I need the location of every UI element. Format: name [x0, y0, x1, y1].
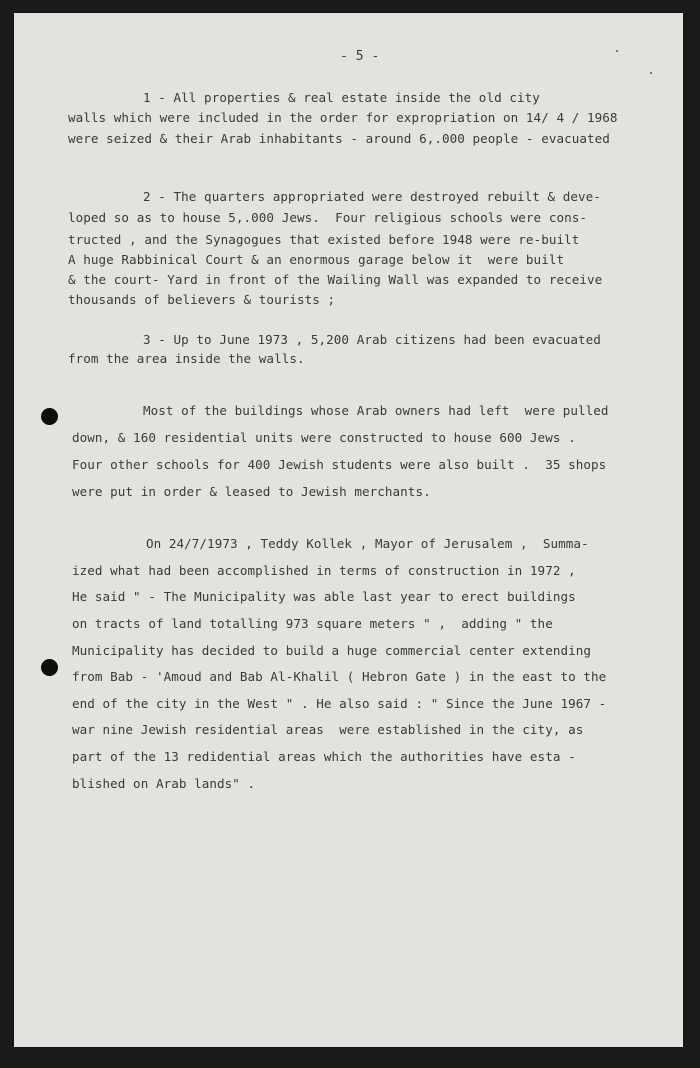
paragraph-5-line-8: war nine Jewish residential areas were established in the city, as — [72, 722, 584, 737]
paragraph-4-line-4: were put in order & leased to Jewish merchants. — [72, 484, 431, 499]
paragraph-2-line-2: loped so as to house 5,.000 Jews. Four religious schools were cons- — [68, 210, 587, 225]
paragraph-3-line-1: 3 - Up to June 1973 , 5,200 Arab citizens had been evacuated — [143, 332, 601, 347]
paragraph-5-line-4: on tracts of land totalling 973 square meters " , adding " the — [72, 616, 553, 631]
paragraph-5-line-7: end of the city in the West " . He also said : " Since the June 1967 - — [72, 696, 607, 711]
paragraph-2-line-6: thousands of believers & tourists ; — [68, 292, 336, 307]
paragraph-2-line-5: & the court- Yard in front of the Wailing Wall was expanded to receive — [68, 272, 603, 287]
paragraph-2-line-4: A huge Rabbinical Court & an enormous garage below it were built — [68, 252, 565, 267]
paragraph-5-line-1: On 24/7/1973 , Teddy Kollek , Mayor of Jerusalem , Summa- — [146, 536, 589, 551]
paragraph-1-line-3: were seized & their Arab inhabitants - around 6,.000 people - evacuated — [68, 131, 610, 146]
paragraph-3-line-2: from the area inside the walls. — [68, 351, 305, 366]
paragraph-2-line-1: 2 - The quarters appropriated were destroyed rebuilt & deve- — [143, 189, 601, 204]
paragraph-4-line-1: Most of the buildings whose Arab owners had left were pulled — [143, 403, 609, 418]
paragraph-2-line-3: tructed , and the Synagogues that existed before 1948 were re-built — [68, 232, 580, 247]
paper-speck — [616, 50, 618, 52]
paragraph-5-line-3: He said " - The Municipality was able last year to erect buildings — [72, 589, 576, 604]
paragraph-5-line-5: Municipality has decided to build a huge commercial center extending — [72, 643, 591, 658]
paragraph-1-line-1: 1 - All properties & real estate inside the old city — [143, 90, 540, 105]
punch-hole-bottom — [41, 659, 58, 676]
punch-hole-top — [41, 408, 58, 425]
page-number: - 5 - — [340, 49, 380, 64]
document-page — [14, 13, 683, 1047]
paragraph-5-line-9: part of the 13 redidential areas which the authorities have esta - — [72, 749, 576, 764]
paragraph-5-line-6: from Bab - 'Amoud and Bab Al-Khalil ( Hebron Gate ) in the east to the — [72, 669, 607, 684]
paragraph-5-line-10: blished on Arab lands" . — [72, 776, 256, 791]
paper-speck — [650, 72, 652, 74]
paragraph-4-line-3: Four other schools for 400 Jewish students were also built . 35 shops — [72, 457, 607, 472]
paragraph-5-line-2: ized what had been accomplished in terms of construction in 1972 , — [72, 563, 576, 578]
paragraph-4-line-2: down, & 160 residential units were constructed to house 600 Jews . — [72, 430, 576, 445]
paragraph-1-line-2: walls which were included in the order for expropriation on 14/ 4 / 1968 — [68, 110, 618, 125]
